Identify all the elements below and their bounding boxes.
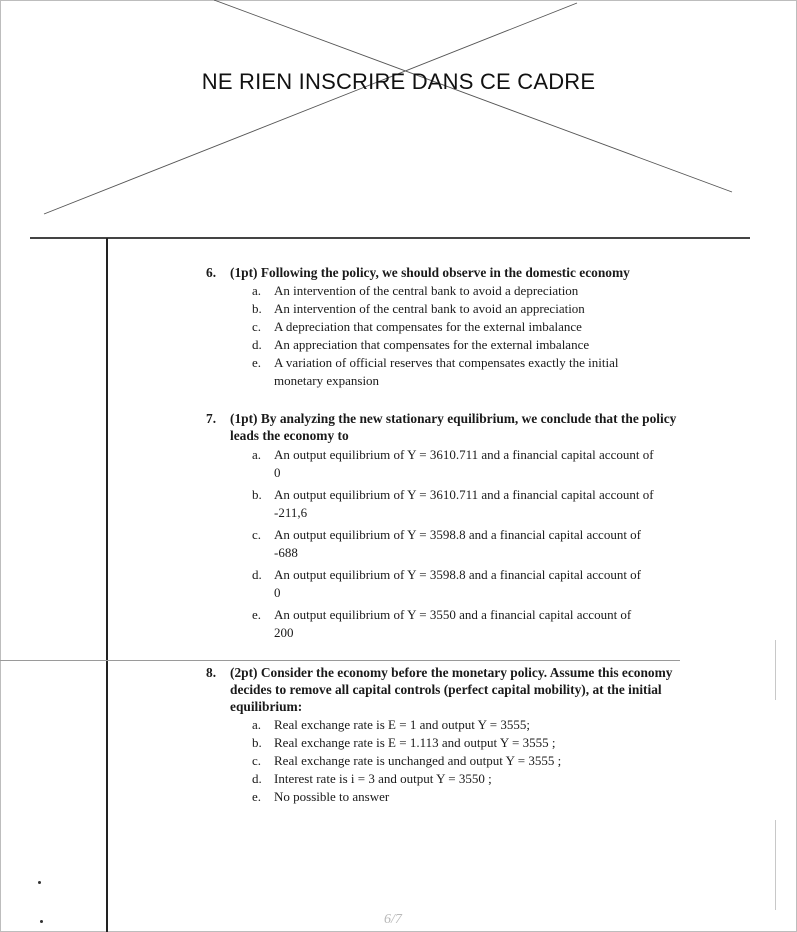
option-text: Real exchange rate is E = 1 and output Y = 3555; [274,717,530,732]
option-letter: c. [252,753,262,768]
margin-dot [38,881,41,884]
option-text [274,566,686,602]
option-line-cont: 200 [274,625,294,640]
option-letter: a. [252,283,262,298]
option-item [252,770,686,788]
option-item [252,606,686,642]
option-text: Interest rate is i = 3 and output Y = 3550 ; [274,771,492,786]
option-text: An intervention of the central bank to avoid an appreciation [274,301,585,316]
option-letter: c. [252,319,262,334]
option-text [274,446,686,482]
option-letter: d. [252,337,262,352]
option-letter: c. [252,527,262,542]
scan-edge-mark [775,640,776,700]
option-text [274,526,686,562]
option-item [252,282,686,300]
option-line: An output equilibrium of Y = 3550 and a financial capital account of [274,607,632,622]
option-letter: a. [252,717,262,732]
option-line-cont: 0 [274,585,281,600]
option-letter: e. [252,355,262,370]
question-prompt: (1pt) By analyzing the new stationary equilibrium, we conclude that the policy leads the economy to [230,411,677,443]
option-item [252,566,686,602]
option-line: A variation of official reserves that compensates exactly the initial [274,355,619,370]
option-item [252,318,686,336]
option-letter: b. [252,301,262,316]
scan-edge-mark [775,820,776,910]
left-margin-line [106,238,108,932]
question-list [206,264,686,826]
option-letter: e. [252,607,262,622]
option-line: An output equilibrium of Y = 3598.8 and a financial capital account of [274,527,642,542]
option-item [252,486,686,522]
option-line: An output equilibrium of Y = 3610.711 and a financial capital account of [274,447,654,462]
option-item [252,336,686,354]
option-line: An output equilibrium of Y = 3610.711 and a financial capital account of [274,487,654,502]
header-divider [30,237,750,239]
question-prompt: (2pt) Consider the economy before the monetary policy. Assume this economy decides to remove all capital controls (perfect capital mobility), at the initial equilibrium: [230,665,673,714]
option-list [252,716,686,806]
option-letter: d. [252,567,262,582]
option-item [252,752,686,770]
option-line: An output equilibrium of Y = 3598.8 and a financial capital account of [274,567,642,582]
option-text: A depreciation that compensates for the external imbalance [274,319,582,334]
question-8 [206,664,686,806]
option-text: Real exchange rate is unchanged and output Y = 3555 ; [274,753,562,768]
option-letter: e. [252,789,262,804]
header-box [0,0,797,240]
header-stamp-text: NE RIEN INSCRIRE DANS CE CADRE [201,69,596,94]
margin-dot [40,920,43,923]
option-text [274,486,686,522]
option-letter: b. [252,735,262,750]
option-item [252,716,686,734]
question-7 [206,410,686,642]
option-list [252,282,686,390]
question-number: 7. [206,411,217,426]
option-item [252,526,686,562]
option-line-cont: -211,6 [274,505,308,520]
option-letter: a. [252,447,262,462]
option-text: An intervention of the central bank to avoid a depreciation [274,283,579,298]
option-text: Real exchange rate is E = 1.113 and output Y = 3555 ; [274,735,556,750]
page-number: 6/7 [384,912,402,927]
option-item [252,354,686,390]
question-6 [206,264,686,390]
option-text: No possible to answer [274,789,390,804]
option-text: An appreciation that compensates for the external imbalance [274,337,590,352]
option-line-cont: monetary expansion [274,373,380,388]
option-letter: b. [252,487,262,502]
option-line-cont: 0 [274,465,281,480]
option-item [252,300,686,318]
option-letter: d. [252,771,262,786]
option-list [252,446,686,642]
question-number: 6. [206,265,217,280]
question-number: 8. [206,665,217,680]
option-line-cont: -688 [274,545,298,560]
question-prompt: (1pt) Following the policy, we should observe in the domestic economy [230,265,630,280]
cross-out-lines [0,0,797,240]
option-item [252,734,686,752]
option-item [252,446,686,482]
option-item [252,788,686,806]
option-text [274,354,686,390]
option-text [274,606,686,642]
